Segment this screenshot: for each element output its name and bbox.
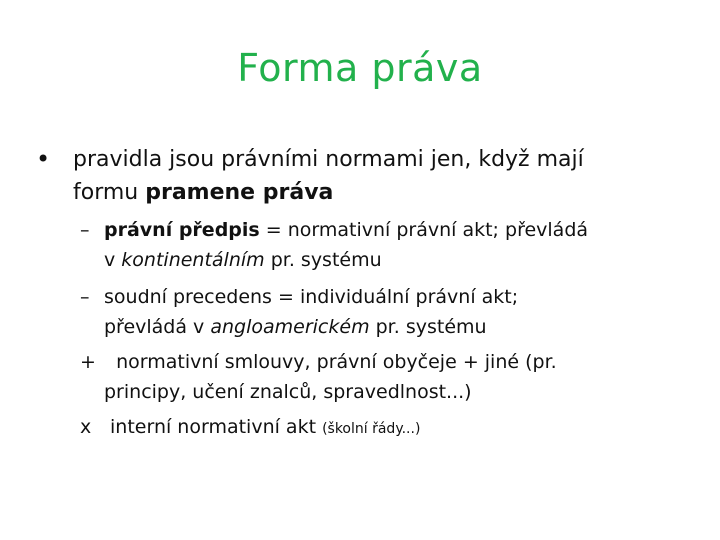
dash-marker: –: [80, 286, 90, 308]
sub-item-text: [104, 282, 674, 342]
sub-line-2: principy, učení znalců, spravedlnost...): [104, 381, 472, 403]
sub-line-1: normativní smlouvy, právní obyčeje + jiné (pr.: [104, 351, 557, 373]
plus-marker: +: [80, 351, 96, 373]
sub-item-text: [104, 347, 674, 407]
bullet-text: [73, 143, 685, 209]
sub-line-1: [104, 215, 674, 245]
sub-small-note: (školní řády...): [322, 421, 421, 437]
sub-bold-term: právní předpis: [104, 219, 260, 241]
sub-italic-term: kontinentálním: [121, 249, 265, 271]
sub-text: interní normativní akt: [110, 416, 323, 438]
dash-marker: –: [80, 219, 90, 241]
sub-line-2-suffix: pr. systému: [369, 316, 487, 338]
x-marker: x: [80, 416, 92, 438]
sub-line-2: [104, 312, 674, 342]
sub-line-2-prefix: v: [104, 249, 122, 271]
bullet-line-1: pravidla jsou právními normami jen, když mají: [73, 147, 584, 172]
bullet-line-2-prefix: formu: [73, 180, 146, 205]
bullet-line-2: [73, 176, 685, 209]
sub-item-text: [104, 215, 674, 275]
bullet-bold-term: pramene práva: [145, 180, 334, 205]
sub-italic-term: angloamerickém: [210, 316, 370, 338]
sub-text: = normativní právní akt; převládá: [259, 219, 589, 241]
sub-item-text: [110, 412, 680, 444]
bullet-marker: •: [36, 145, 51, 173]
slide-title: Forma práva: [237, 46, 483, 90]
sub-line-2-prefix: převládá v: [104, 316, 211, 338]
sub-line-1: soudní precedens = individuální právní akt;: [104, 286, 519, 308]
sub-line-2: [104, 245, 674, 275]
sub-line-2-suffix: pr. systému: [264, 249, 382, 271]
